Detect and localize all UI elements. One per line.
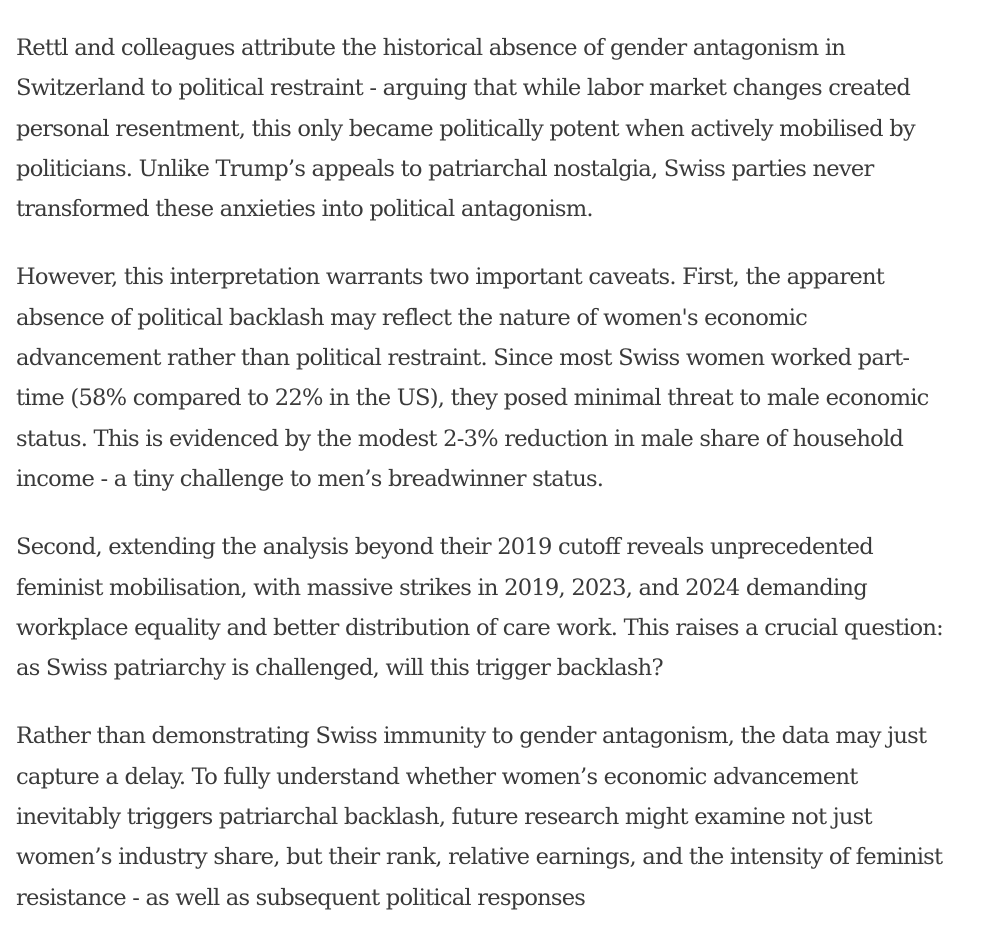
text-line: inevitably triggers patriarchal backlash, future research might examine not just <box>16 804 872 831</box>
paragraph-1 <box>16 28 986 229</box>
text-line: However, this interpretation warrants two important caveats. First, the apparent <box>16 264 885 291</box>
text-line: resistance - as well as subsequent political responses <box>16 884 586 911</box>
text-line: time (58% compared to 22% in the US), they posed minimal threat to male economic <box>16 385 929 412</box>
text-line: advancement rather than political restraint. Since most Swiss women worked part- <box>16 345 910 372</box>
paragraph-2 <box>16 257 986 499</box>
text-line: Switzerland to political restraint - arguing that while labor market changes created <box>16 75 911 102</box>
text-line: income - a tiny challenge to men’s breadwinner status. <box>16 465 604 492</box>
paragraph-3 <box>16 527 986 688</box>
text-line: capture a delay. To fully understand whether women’s economic advancement <box>16 763 858 790</box>
text-line: as Swiss patriarchy is challenged, will this trigger backlash? <box>16 655 663 682</box>
article-body <box>16 28 986 946</box>
paragraph-4 <box>16 716 986 917</box>
text-line: women’s industry share, but their rank, relative earnings, and the intensity of feminist <box>16 844 943 871</box>
text-line: workplace equality and better distribution of care work. This raises a crucial question: <box>16 614 943 641</box>
text-line: politicians. Unlike Trump’s appeals to patriarchal nostalgia, Swiss parties never <box>16 155 874 182</box>
text-line: absence of political backlash may reflect the nature of women's economic <box>16 304 808 331</box>
text-line: Rettl and colleagues attribute the historical absence of gender antagonism in <box>16 35 846 61</box>
text-line: Rather than demonstrating Swiss immunity to gender antagonism, the data may just <box>16 723 927 750</box>
text-line: transformed these anxieties into political antagonism. <box>16 196 593 223</box>
text-line: Second, extending the analysis beyond their 2019 cutoff reveals unprecedented <box>16 534 873 561</box>
text-line: status. This is evidenced by the modest 2-3% reduction in male share of household <box>16 425 904 452</box>
text-line: personal resentment, this only became politically potent when actively mobilised by <box>16 115 915 142</box>
text-line: feminist mobilisation, with massive strikes in 2019, 2023, and 2024 demanding <box>16 574 867 601</box>
